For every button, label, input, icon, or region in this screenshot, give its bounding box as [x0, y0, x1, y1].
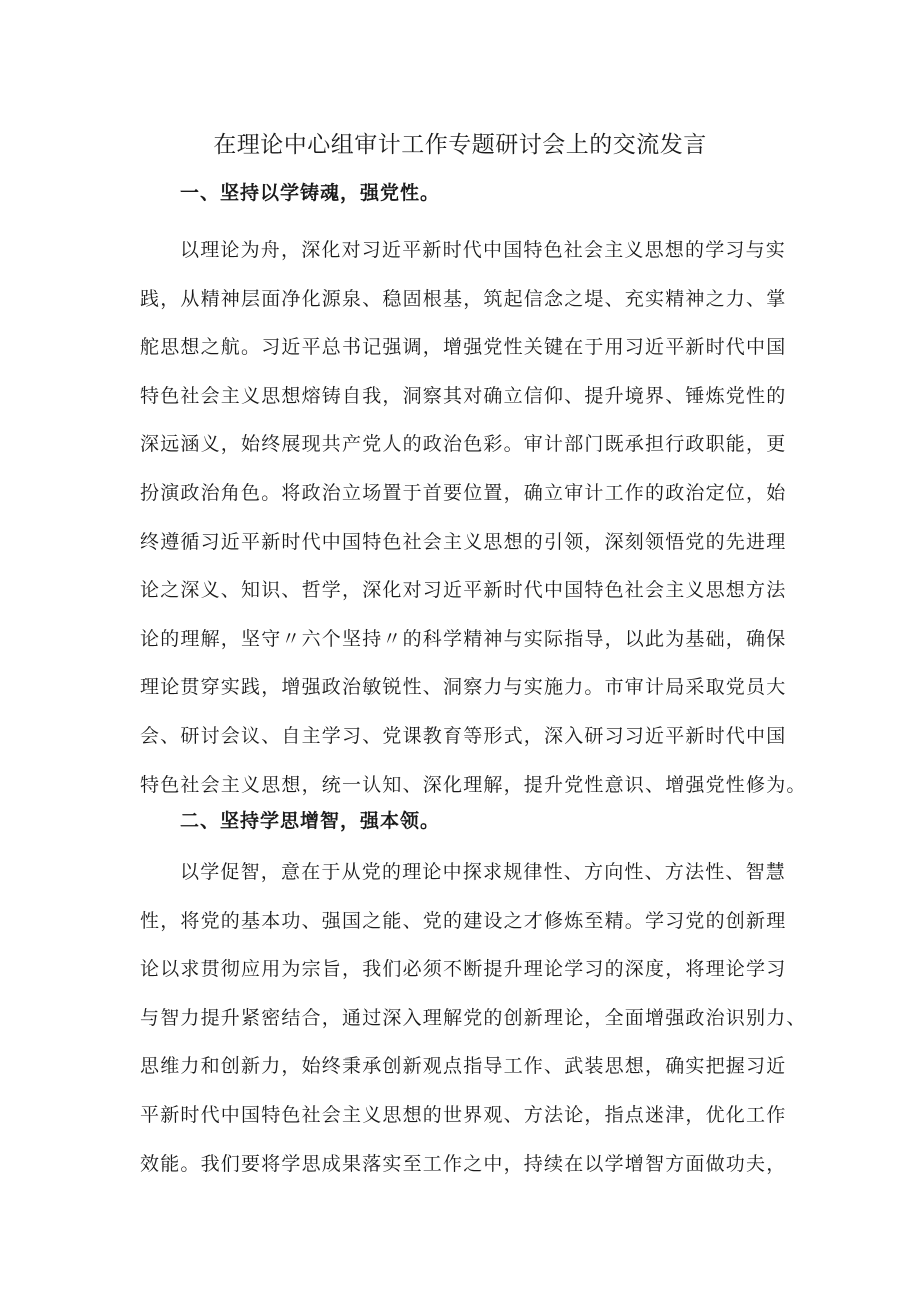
section-heading-1: 一、坚持以学铸魂，强党性。 [180, 182, 441, 204]
section-heading-2: 二、坚持学思增智，强本领。 [180, 810, 441, 832]
paragraph-line: 与智力提升紧密结合，通过深入理解党的创新理论，全面增强政治识别力、 [140, 1006, 807, 1029]
paragraph-line: 深远涵义，始终展现共产党人的政治色彩。审计部门既承担行政职能，更 [140, 433, 787, 456]
paragraph-line: 思维力和创新力，始终秉承创新观点指导工作、武装思想，确实把握习近 [140, 1055, 787, 1078]
paragraph-line: 以学促智，意在于从党的理论中探求规律性、方向性、方法性、智慧 [180, 861, 787, 883]
paragraph-line: 会、研讨会议、自主学习、党课教育等形式，深入研习习近平新时代中国 [140, 724, 787, 747]
paragraph-line: 性，将党的基本功、强国之能、党的建设之才修炼至精。学习党的创新理 [140, 909, 787, 932]
paragraph-line: 践，从精神层面净化源泉、稳固根基，筑起信念之堤、充实精神之力、掌 [140, 287, 787, 310]
paragraph-line: 效能。我们要将学思成果落实至工作之中，持续在以学增智方面做功夫， [140, 1152, 787, 1175]
paragraph-line: 论的理解，坚守〃六个坚持〃的科学精神与实际指导，以此为基础，确保 [140, 627, 787, 650]
paragraph-line: 理论贯穿实践，增强政治敏锐性、洞察力与实施力。市审计局采取党员大 [140, 676, 787, 699]
paragraph-line: 舵思想之航。习近平总书记强调，增强党性关键在于用习近平新时代中国 [140, 336, 787, 359]
section-paragraph-1 [140, 226, 807, 809]
paragraph-line: 扮演政治角色。将政治立场置于首要位置，确立审计工作的政治定位，始 [140, 481, 787, 504]
section-paragraph-2 [140, 848, 807, 1188]
paragraph-line: 特色社会主义思想熔铸自我，洞察其对确立信仰、提升境界、锤炼党性的 [140, 384, 787, 407]
paragraph-line: 论以求贯彻应用为宗旨，我们必须不断提升理论学习的深度，将理论学习 [140, 958, 787, 981]
document-title: 在理论中心组审计工作专题研讨会上的交流发言 [213, 132, 707, 158]
paragraph-line: 终遵循习近平新时代中国特色社会主义思想的引领，深刻领悟党的先进理 [140, 530, 787, 553]
paragraph-line: 平新时代中国特色社会主义思想的世界观、方法论，指点迷津，优化工作 [140, 1103, 787, 1126]
paragraph-line: 特色社会主义思想，统一认知、深化理解，提升党性意识、增强党性修为。 [140, 773, 807, 796]
paragraph-line: 以理论为舟，深化对习近平新时代中国特色社会主义思想的学习与实 [180, 239, 787, 261]
paragraph-line: 论之深义、知识、哲学，深化对习近平新时代中国特色社会主义思想方法 [140, 579, 787, 602]
